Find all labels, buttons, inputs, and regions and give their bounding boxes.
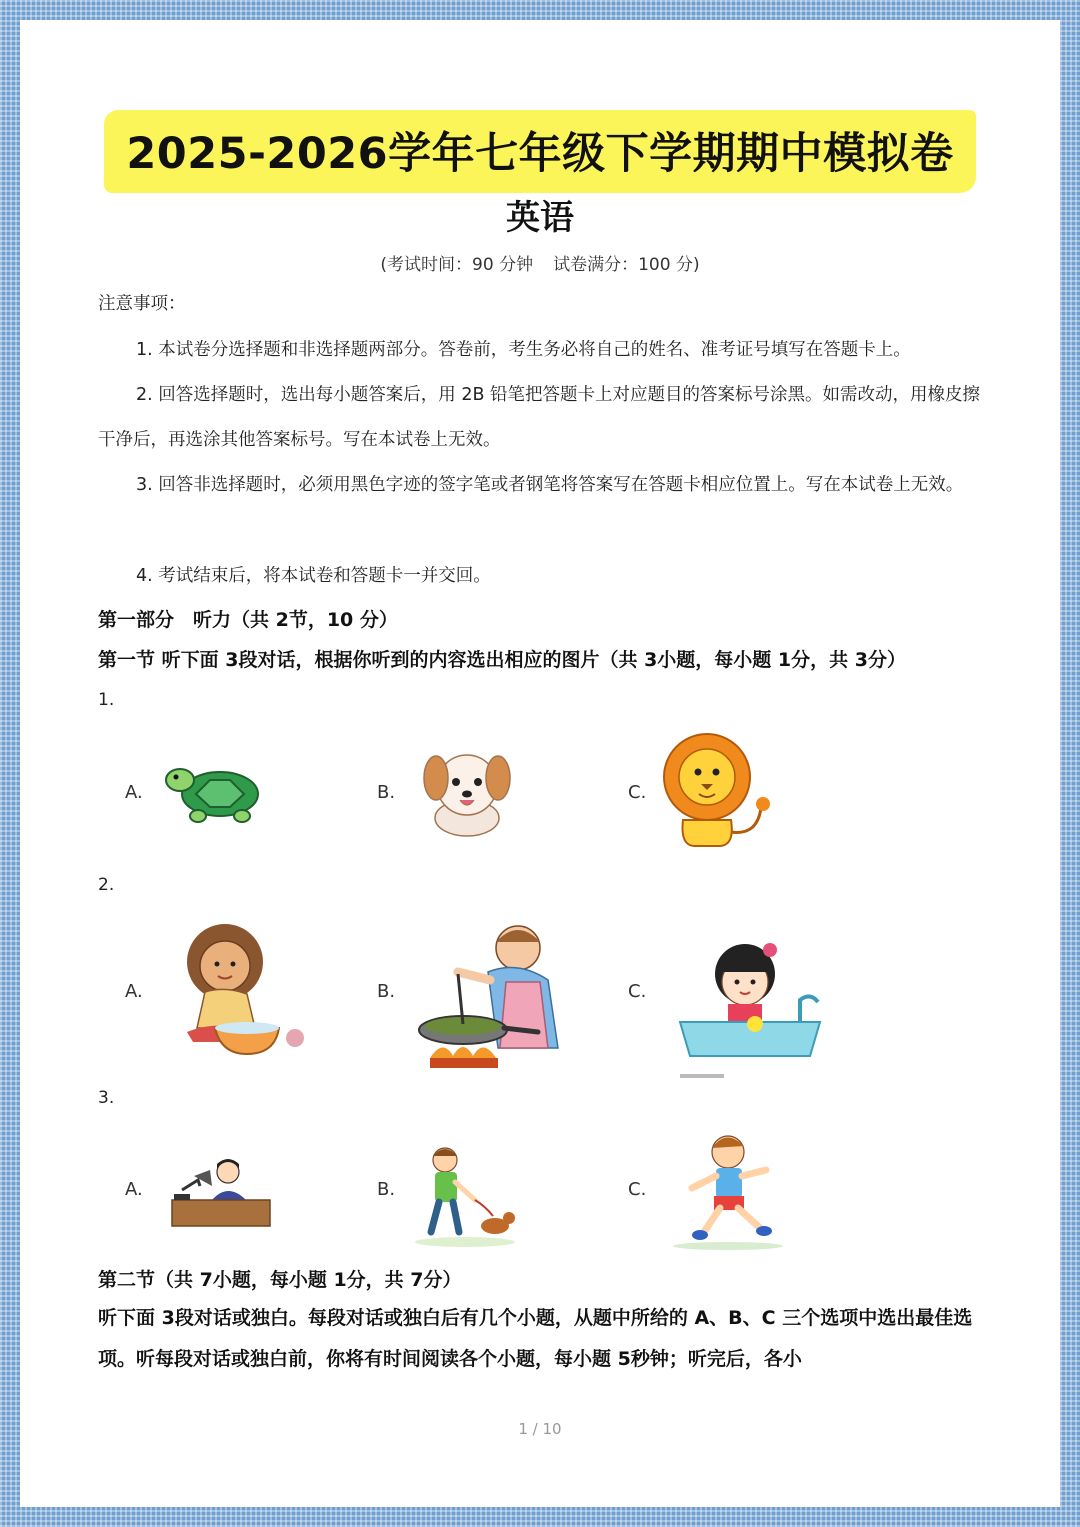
q1-option-a-label: A. [125,782,143,803]
washing-clothes-icon [175,920,310,1060]
question-number-3: 3. [98,1088,115,1108]
title-banner [20,110,1060,193]
part1-heading: 第一部分 听力（共 2节，10 分） [98,609,398,631]
page-number: 1 / 10 [518,1420,562,1438]
exam-time: (考试时间：90 分钟 [380,255,534,275]
notice-heading: 注意事项： [98,294,186,314]
notice-item-3: 3. 回答非选择题时，必须用黑色字迹的签字笔或者钢笔将答案写在答题卡相应位置上。写在本试卷上无效。 [136,475,964,495]
studying-at-desk-icon [170,1156,275,1230]
section2-instruction: 听下面 3段对话或独白。每段对话或独白后有几个小题，从题中所给的 A、B、C 三个选项中选出最佳选项。听每段对话或独白前，你将有时间阅读各个小题，每小题 5秒钟；听完后，各小 [98,1307,973,1370]
notice-item-2: 2. 回答选择题时，选出每小题答案后，用 2B 铅笔把答题卡上对应题目的答案标号涂黑。如需改动，用橡皮擦干净后，再选涂其他答案标号。写在本试卷上无效。 [98,385,981,450]
q3-option-b-label: B. [377,1179,396,1200]
q3-option-c-label: C. [628,1179,647,1200]
running-boy-icon [670,1132,785,1252]
q3-option-a-label: A. [125,1179,143,1200]
page-title: 2025-2026学年七年级下学期期中模拟卷 [104,110,975,193]
subject-title: 英语 [506,198,574,238]
turtle-icon [160,752,265,827]
q1-option-b-label: B. [377,782,396,803]
exam-page [20,20,1060,1507]
exam-score: 试卷满分：100 分) [553,255,700,275]
notice-item-1: 1. 本试卷分选择题和非选择题两部分。答卷前，考生务必将自己的姓名、准考证号填写在答题卡上。 [136,340,911,360]
q2-option-c-label: C. [628,981,647,1002]
washing-dishes-icon [660,932,830,1082]
puppy-icon [412,740,522,840]
notice-item-4: 4. 考试结束后，将本试卷和答题卡一并交回。 [136,566,491,586]
exam-info [20,250,1060,275]
question-number-2: 2. [98,875,115,895]
section1-heading: 第一节 听下面 3段对话，根据你听到的内容选出相应的图片（共 3小题，每小题 1分，共 3分） [98,649,906,671]
walking-dog-icon [413,1144,518,1249]
question-number-1: 1. [98,690,115,710]
q2-option-a-label: A. [125,981,143,1002]
q1-option-c-label: C. [628,782,647,803]
cooking-icon [408,920,578,1080]
lion-icon [655,732,775,850]
q2-option-b-label: B. [377,981,396,1002]
section2-heading: 第二节（共 7小题，每小题 1分，共 7分） [98,1269,462,1291]
